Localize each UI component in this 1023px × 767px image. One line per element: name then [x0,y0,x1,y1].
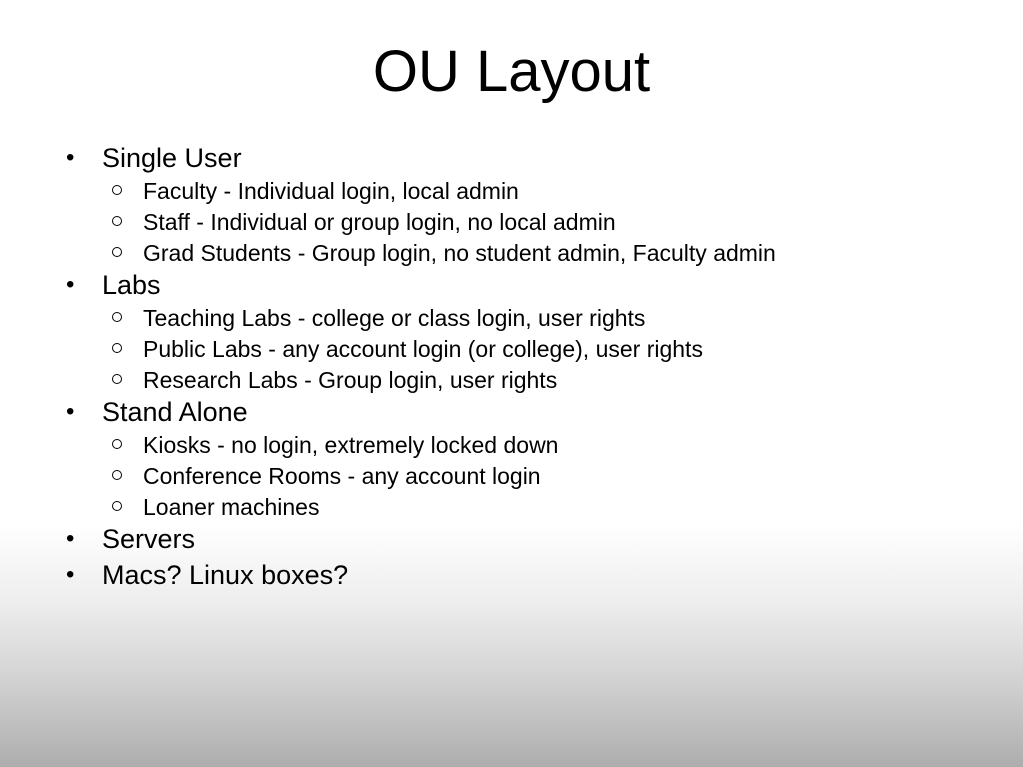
bullet-dot-icon: • [66,271,75,298]
bullet-text: Servers [102,524,196,554]
sub-bullet-text: Public Labs - any account login (or college), user rights [143,336,703,362]
hollow-circle-icon [112,343,122,353]
hollow-circle-icon [112,216,122,226]
bullet-dot-icon: • [66,561,75,588]
slide-title: OU Layout [372,39,651,104]
sub-bullet-item [0,334,1000,365]
sub-bullet-text: Conference Rooms - any account login [143,463,541,489]
sub-bullet-text: Faculty - Individual login, local admin [143,178,519,204]
sub-bullet-item [0,303,1000,334]
hollow-circle-icon [112,247,122,257]
hollow-circle-icon [112,312,122,322]
bullet-item [0,140,1000,176]
hollow-circle-icon [112,185,122,195]
bullet-dot-icon: • [66,398,75,425]
sub-bullet-item [0,176,1000,207]
sub-bullet-text: Grad Students - Group login, no student admin, Faculty admin [143,240,776,266]
bullet-text: Labs [102,270,161,300]
sub-bullet-item [0,461,1000,492]
bullet-item [0,267,1000,303]
bullet-item [0,557,1000,593]
sub-bullet-item [0,492,1000,523]
hollow-circle-icon [112,439,122,449]
sub-bullet-item [0,430,1000,461]
sub-bullet-text: Teaching Labs - college or class login, user rights [143,305,646,331]
sub-bullet-text: Kiosks - no login, extremely locked down [143,432,559,458]
hollow-circle-icon [112,501,122,511]
sub-bullet-item [0,207,1000,238]
sub-bullet-item [0,365,1000,396]
sub-bullet-text: Staff - Individual or group login, no local admin [143,209,616,235]
bullet-dot-icon: • [66,144,75,171]
sub-bullet-text: Loaner machines [143,494,320,520]
bullet-text: Single User [102,143,242,173]
sub-bullet-text: Research Labs - Group login, user rights [143,367,558,393]
hollow-circle-icon [112,470,122,480]
bullet-text: Macs? Linux boxes? [102,560,349,590]
bullet-dot-icon: • [66,525,75,552]
hollow-circle-icon [112,374,122,384]
bullet-item [0,394,1000,430]
sub-bullet-item [0,238,1000,269]
bullet-item [0,521,1000,557]
bullet-text: Stand Alone [102,397,248,427]
